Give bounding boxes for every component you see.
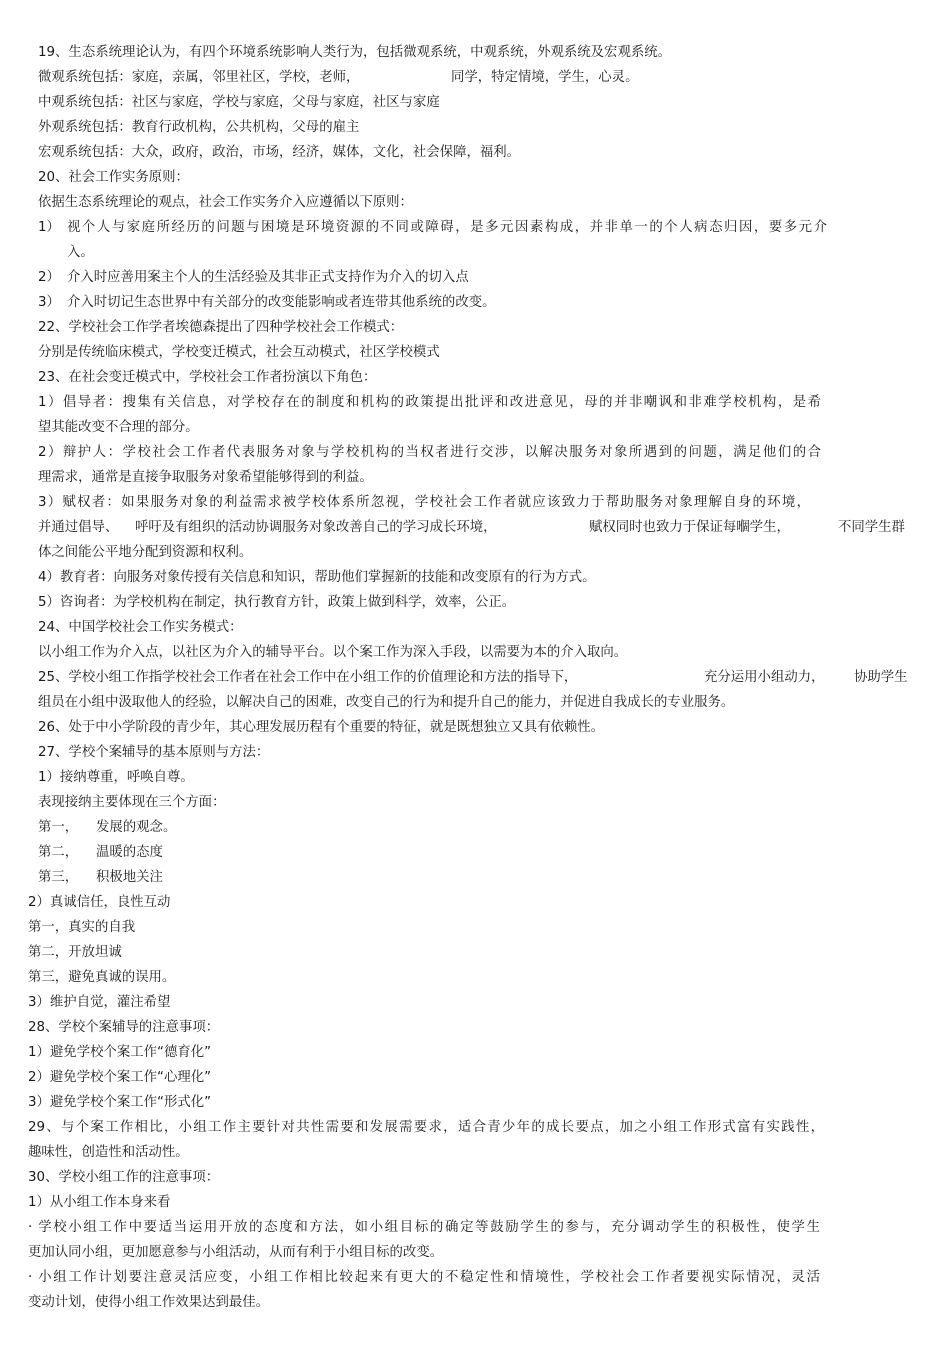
text-line: 4）教育者：向服务对象传授有关信息和知识，帮助他们掌握新的技能和改变原有的行为方式。	[38, 570, 596, 585]
text-line: 微观系统包括：家庭，亲属，邻里社区，学校，老师，	[38, 70, 360, 85]
text-line: 5）咨询者：为学校机构在制定，执行教育方针，政策上做到科学，效率，公正。	[38, 595, 516, 610]
text-line: 第三，避免真诚的误用。	[28, 970, 176, 985]
text-line: 组员在小组中汲取他人的经验，以解决自己的困难，改变自己的行为和提升自己的能力，并促进自我成长的专业服务。	[38, 695, 735, 710]
text-line: 26、处于中小学阶段的青少年，其心理发展历程有个重要的特征，就是既想独立又具有依赖性。	[38, 720, 605, 735]
text-line: 中观系统包括：社区与家庭，学校与家庭，父母与家庭，社区与家庭	[38, 95, 440, 110]
text-line: 赋权同时也致力于保证每嗰学生，	[589, 520, 790, 535]
text-line: 介入时应善用案主个人的生活经验及其非正式支持作为介入的切入点	[67, 270, 469, 285]
text-line: 3）维护自觉，灌注希望	[28, 995, 171, 1010]
bullet-item: · 小组工作计划要注意灵活应变，小组工作相比较起来有更大的不稳定性和情境性，学校社会工作者要视实际情况，灵活	[28, 1270, 820, 1285]
text-line: 第一，	[38, 820, 79, 835]
text-line: 25、学校小组工作指学校社会工作者在社会工作中在小组工作的价值理论和方法的指导下，	[38, 670, 578, 685]
text-line: 更加认同小组，更加愿意参与小组活动，从而有利于小组目标的改变。	[28, 1245, 444, 1260]
text-line: 变动计划，使得小组工作效果达到最佳。	[28, 1295, 270, 1310]
text-line: 24、中国学校社会工作实务模式：	[38, 620, 243, 635]
text-line: 表现接纳主要体现在三个方面：	[38, 795, 226, 810]
text-line: 29、与个案工作相比，小组工作主要针对共性需要和发展需要求，适合青少年的成长要点，加之小组工作形式富有实践性，	[28, 1120, 824, 1135]
text-line: 理需求，通常是直接争取服务对象希望能够得到的利益。	[38, 470, 373, 485]
text-line: 并通过倡导、	[38, 520, 119, 535]
text-line: 27、学校个案辅导的基本原则与方法：	[38, 745, 270, 760]
text-line: 2）辩护人：学校社会工作者代表服务对象与学校机构的当权者进行交涉，以解决服务对象所遇到的问题，满足他们的合	[38, 445, 821, 460]
text-line: 同学，特定情境，学生，心灵。	[451, 70, 639, 85]
text-line: 充分运用小组动力，	[704, 670, 825, 685]
text-line: 第一，真实的自我	[28, 920, 136, 935]
text-line: 3）赋权者：如果服务对象的利益需求被学校体系所忽视，学校社会工作者就应该致力于帮助服务对象理解自身的环境，	[38, 495, 810, 510]
text-line: 以小组工作为介入点，以社区为介入的辅导平台。以个案工作为深入手段，以需要为本的介入取向。	[38, 645, 628, 660]
text-line: 分别是传统临床模式，学校变迁模式，社会互动模式，社区学校模式	[38, 345, 440, 360]
text-line: 协助学生	[854, 670, 908, 685]
text-line: 1）接纳尊重，呼唤自尊。	[38, 770, 194, 785]
list-marker: 1）	[38, 220, 60, 235]
text-line: 19、生态系统理论认为，有四个环境系统影响人类行为，包括微观系统，中观系统，外观系统及宏观系统。	[38, 45, 672, 60]
text-line: 入。	[67, 245, 94, 260]
bullet-item: · 学校小组工作中要适当运用开放的态度和方法，如小组目标的确定等鼓励学生的参与，充分调动学生的积极性，使学生	[28, 1220, 820, 1235]
text-line: 3）避免学校个案工作“形式化”	[28, 1095, 212, 1110]
text-line: 介入时切记生态世界中有关部分的改变能影响或者连带其他系统的改变。	[67, 295, 496, 310]
text-line: 2）避免学校个案工作“心理化”	[28, 1070, 212, 1085]
text-line: 第三，	[38, 870, 79, 885]
text-line: 体之间能公平地分配到资源和权利。	[38, 545, 253, 560]
text-line: 1）倡导者：搜集有关信息，对学校存在的制度和机构的政策提出批评和改进意见，母的并非嘲讽和非难学校机构，是希	[38, 395, 821, 410]
list-marker: 3）	[38, 295, 60, 310]
list-marker: 2）	[38, 270, 60, 285]
text-line: 28、学校个案辅导的注意事项：	[28, 1020, 220, 1035]
text-line: 外观系统包括：教育行政机构，公共机构，父母的雇主	[38, 120, 360, 135]
text-line: 趣味性，创造性和活动性。	[28, 1145, 189, 1160]
text-line: 宏观系统包括：大众，政府，政治，市场，经济，媒体，文化，社会保障，福利。	[38, 145, 521, 160]
text-line: 发展的观念。	[96, 820, 177, 835]
text-line: 1）从小组工作本身来看	[28, 1195, 171, 1210]
text-line: 第二，	[38, 845, 79, 860]
text-line: 20、社会工作实务原则：	[38, 170, 189, 185]
text-line: 积极地关注	[96, 870, 163, 885]
text-line: 依据生态系统理论的观点，社会工作实务介入应遵循以下原则：	[38, 195, 413, 210]
text-line: 22、学校社会工作学者埃德森提出了四种学校社会工作模式：	[38, 320, 404, 335]
text-line: 不同学生群	[838, 520, 905, 535]
text-line: 视个人与家庭所经历的问题与困境是环境资源的不同或障碍，是多元因素构成，并非单一的个人病态归因，要多元介	[67, 220, 827, 235]
text-line: 望其能改变不合理的部分。	[38, 420, 199, 435]
text-line: 1）避免学校个案工作“德育化”	[28, 1045, 212, 1060]
text-line: 温暖的态度	[96, 845, 163, 860]
text-line: 呼吁及有组织的活动协调服务对象改善自己的学习成长环境，	[135, 520, 497, 535]
text-line: 第二，开放坦诚	[28, 945, 122, 960]
text-line: 23、在社会变迁模式中，学校社会工作者扮演以下角色：	[38, 370, 377, 385]
text-line: 30、学校小组工作的注意事项：	[28, 1170, 220, 1185]
text-line: 2）真诚信任，良性互动	[28, 895, 171, 910]
